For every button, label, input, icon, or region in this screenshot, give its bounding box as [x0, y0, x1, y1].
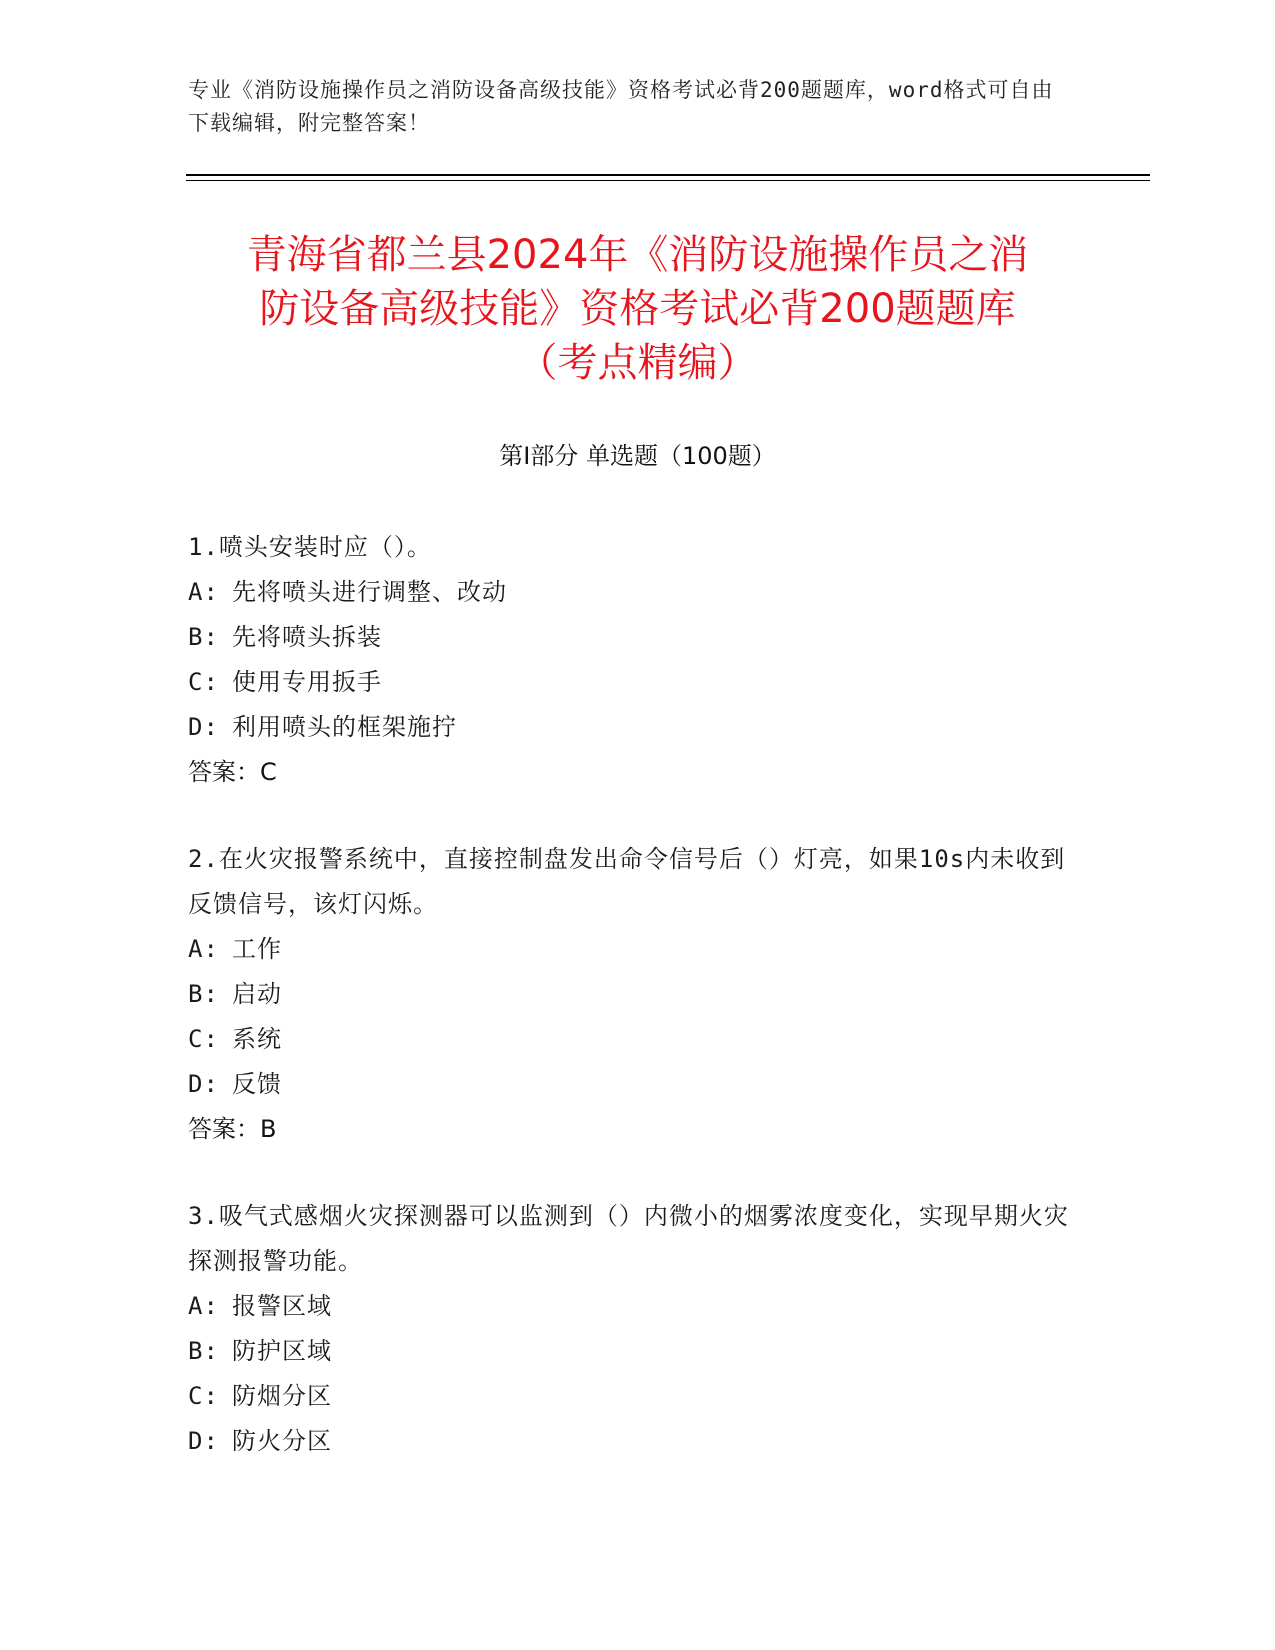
option-key: B:: [188, 1337, 219, 1365]
option-text: 报警区域: [232, 1292, 332, 1320]
option-key: C:: [188, 1382, 219, 1410]
section-title: 第Ⅰ部分 单选题（100题）: [499, 442, 776, 470]
option-text: 反馈: [232, 1070, 282, 1098]
option-key: C:: [188, 1025, 219, 1053]
option-key: D:: [188, 1070, 219, 1098]
option-a: [188, 927, 1078, 972]
option-key: A:: [188, 578, 219, 606]
question-stem: 1.喷头安装时应（）。: [188, 533, 432, 561]
option-c: [188, 1017, 1078, 1062]
option-b: [188, 1329, 1078, 1374]
question-2: [188, 837, 1078, 1152]
option-b: [188, 972, 1078, 1017]
option-key: D:: [188, 713, 219, 741]
option-key: A:: [188, 935, 219, 963]
question-3: [188, 1194, 1078, 1464]
option-c: [188, 1374, 1078, 1419]
header-rule-thick: [186, 174, 1150, 176]
option-a: [188, 570, 1078, 615]
option-b: [188, 615, 1078, 660]
question-list: [188, 525, 1078, 1506]
option-text: 防护区域: [232, 1337, 332, 1365]
title-line-3: （考点精编）: [517, 340, 758, 386]
option-text: 工作: [232, 935, 282, 963]
option-text: 先将喷头进行调整、改动: [232, 578, 507, 606]
option-text: 使用专用扳手: [232, 668, 382, 696]
document-title: [160, 228, 1115, 390]
answer: 答案：C: [188, 758, 277, 786]
option-key: C:: [188, 668, 219, 696]
question-stem: 2.在火灾报警系统中，直接控制盘发出命令信号后（）灯亮，如果10s内未收到反馈信号，该灯闪烁。: [188, 845, 1066, 918]
option-d: [188, 1062, 1078, 1107]
option-d: [188, 705, 1078, 750]
header-rule-thin: [186, 180, 1150, 181]
option-text: 利用喷头的框架施拧: [232, 713, 457, 741]
option-key: D:: [188, 1427, 219, 1455]
title-line-1: 青海省都兰县2024年《消防设施操作员之消: [246, 232, 1029, 278]
question-stem: 3.吸气式感烟火灾探测器可以监测到（）内微小的烟雾浓度变化，实现早期火灾探测报警功能。: [188, 1202, 1069, 1275]
title-line-2: 防设备高级技能》资格考试必背200题题库: [259, 286, 1016, 332]
question-1: [188, 525, 1078, 795]
option-text: 系统: [232, 1025, 282, 1053]
option-text: 先将喷头拆装: [232, 623, 382, 651]
option-text: 防火分区: [232, 1427, 332, 1455]
option-text: 防烟分区: [232, 1382, 332, 1410]
header-note: 专业《消防设施操作员之消防设备高级技能》资格考试必背200题题库，word格式可自由下载编辑，附完整答案！: [188, 78, 1054, 135]
answer: 答案：B: [188, 1115, 277, 1143]
option-key: A:: [188, 1292, 219, 1320]
option-key: B:: [188, 623, 219, 651]
option-c: [188, 660, 1078, 705]
option-text: 启动: [232, 980, 282, 1008]
option-a: [188, 1284, 1078, 1329]
option-d: [188, 1419, 1078, 1464]
option-key: B:: [188, 980, 219, 1008]
